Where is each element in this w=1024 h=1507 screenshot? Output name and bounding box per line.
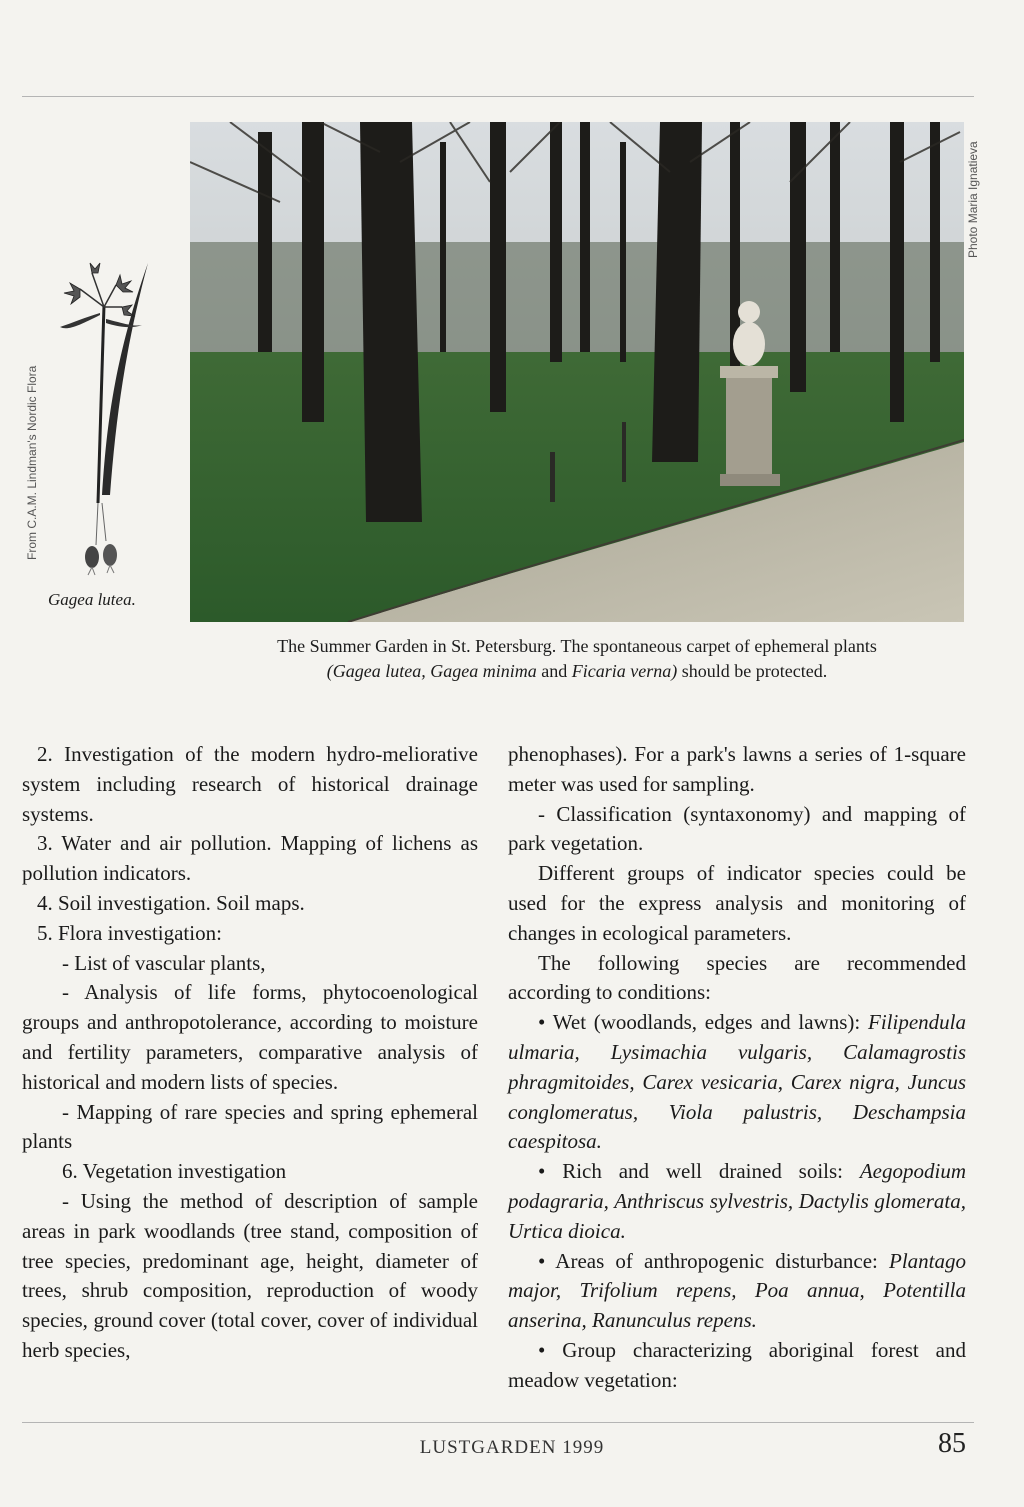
drawing-label: Gagea lutea. bbox=[48, 590, 136, 609]
left-column bbox=[22, 740, 478, 1366]
body-paragraph bbox=[508, 740, 966, 800]
top-rule bbox=[22, 96, 974, 97]
body-paragraph bbox=[508, 1336, 966, 1396]
caption-run: (Gagea lutea, Gagea minima bbox=[326, 661, 537, 681]
caption-run: Ficaria verna) bbox=[571, 661, 678, 681]
body-paragraph: 6. Vegetation investigation bbox=[62, 1159, 287, 1184]
caption-line-1: The Summer Garden in St. Petersburg. The spontaneous carpet of ephemeral plants bbox=[277, 636, 877, 656]
body-paragraph: 2. Investigation of the modern hydro-meliorative system including research of historical drainage systems. bbox=[22, 742, 478, 826]
page-number: 85 bbox=[938, 1428, 966, 1459]
body-paragraph bbox=[508, 1157, 966, 1246]
text-run: • Group characterizing aboriginal forest and meadow vegetation: bbox=[508, 1337, 966, 1392]
bottom-rule bbox=[22, 1422, 974, 1423]
body-paragraph: 5. Flora investigation: bbox=[37, 920, 222, 945]
text-run: - Classification (syntaxonomy) and mapping of park vegetation. bbox=[508, 801, 966, 856]
body-paragraph: - List of vascular plants, bbox=[62, 950, 266, 975]
body-paragraph: - Using the method of description of sample areas in park woodlands (tree stand, composition of tree species, predominant age, height, diameter of trees, shrub composition, reproduction of woody species, ground cover (total cover, cover of individual herb species, bbox=[22, 1188, 478, 1362]
summer-garden-photo bbox=[190, 122, 964, 622]
species-list: Aegopodium podagraria, Anthriscus sylvestris, Dactylis glomerata, Urtica dioica. bbox=[508, 1159, 966, 1243]
body-paragraph bbox=[508, 1008, 966, 1157]
photo-caption bbox=[190, 634, 964, 684]
journal-footer: LUSTGARDEN 1999 bbox=[419, 1437, 605, 1458]
body-paragraph bbox=[508, 1247, 966, 1336]
body-paragraph: - Analysis of life forms, phytocoenological groups and anthropotolerance, according to moisture and fertility parameters, comparative analysis of historical and modern lists of species. bbox=[22, 980, 478, 1094]
text-run: Different groups of indicator species could be used for the express analysis and monitoring of changes in ecological parameters. bbox=[508, 861, 966, 945]
caption-run: and bbox=[536, 661, 572, 681]
text-run: • Rich and well drained soils: bbox=[538, 1159, 860, 1184]
caption-run: should be protected. bbox=[677, 661, 828, 681]
right-column bbox=[508, 740, 966, 1396]
text-run: phenophases). For a park's lawns a series of 1-square meter was used for sampling. bbox=[508, 742, 966, 796]
body-paragraph bbox=[508, 949, 966, 1009]
body-paragraph bbox=[508, 859, 966, 948]
gagea-flower-drawing-icon bbox=[40, 245, 170, 585]
body-paragraph: 4. Soil investigation. Soil maps. bbox=[37, 890, 305, 915]
photo-credit: Photo Maria Ignatieva bbox=[966, 141, 980, 258]
text-run: • Wet (woodlands, edges and lawns): bbox=[538, 1010, 868, 1035]
text-run: The following species are recommended according to conditions: bbox=[508, 950, 966, 1005]
text-run: • Areas of anthropogenic disturbance: bbox=[538, 1248, 889, 1273]
drawing-credit: From C.A.M. Lindman's Nordic Flora bbox=[25, 365, 39, 560]
body-paragraph bbox=[508, 800, 966, 860]
species-list: Filipendula ulmaria, Lysimachia vulgaris, Calamagrostis phragmitoides, Carex vesicaria, Carex nigra, Juncus conglomeratus, Viola palustris, Deschampsia caespitosa. bbox=[508, 1010, 966, 1154]
body-paragraph: - Mapping of rare species and spring ephemeral plants bbox=[22, 1099, 478, 1154]
caption-line-2 bbox=[190, 659, 964, 684]
species-list: Plantago major, Trifolium repens, Poa annua, Potentilla anserina, Ranunculus repens. bbox=[508, 1248, 966, 1333]
body-paragraph: 3. Water and air pollution. Mapping of lichens as pollution indicators. bbox=[22, 831, 478, 886]
